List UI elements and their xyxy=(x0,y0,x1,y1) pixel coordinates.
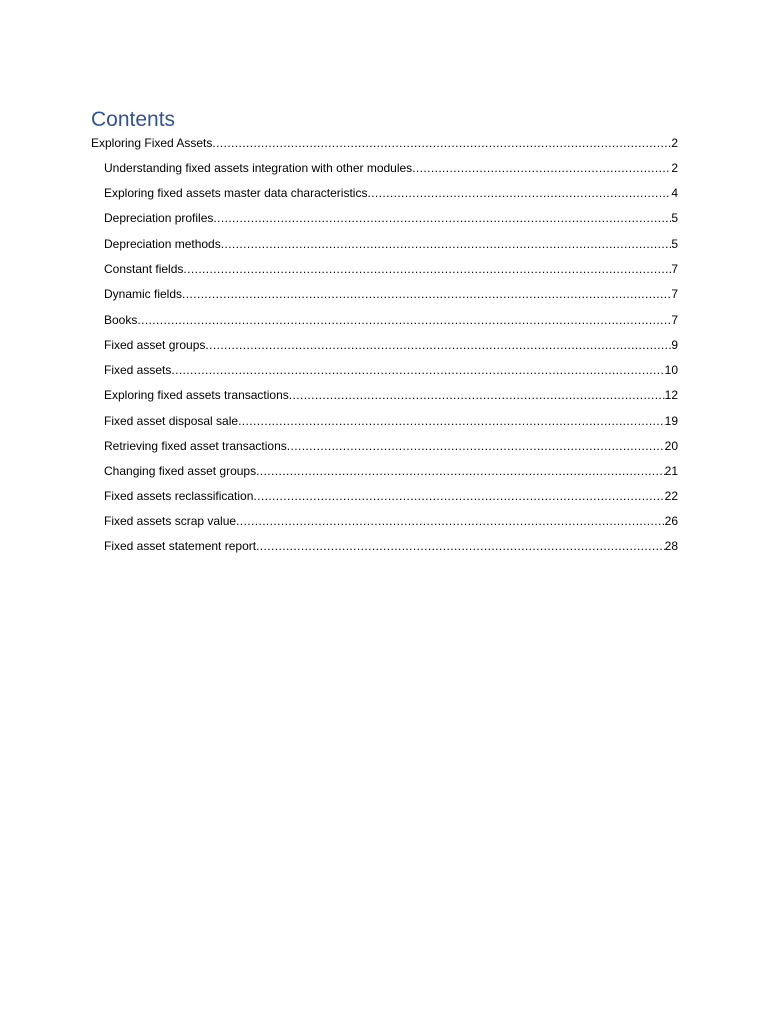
toc-dot-leader xyxy=(289,384,665,406)
toc-entry[interactable] xyxy=(104,157,678,179)
toc-entry-title: Understanding fixed assets integration with other modules xyxy=(104,161,413,175)
toc-dot-leader xyxy=(221,233,672,255)
toc-heading: Contents xyxy=(91,108,176,131)
toc-page-number: 28 xyxy=(664,539,678,553)
toc-dot-leader xyxy=(256,460,665,482)
toc-entry-title: Fixed assets xyxy=(104,363,172,377)
toc-entry-title: Fixed asset statement report xyxy=(104,539,257,553)
toc-entry[interactable] xyxy=(104,283,678,305)
toc-page-number: 19 xyxy=(664,414,678,428)
toc-entry-title: Dynamic fields xyxy=(104,287,183,301)
toc-page-number: 7 xyxy=(671,262,678,276)
toc-entry[interactable] xyxy=(104,384,678,406)
toc-entry-title: Exploring fixed assets master data characteristics xyxy=(104,186,368,200)
toc-entry[interactable] xyxy=(104,435,678,457)
toc-dot-leader xyxy=(171,359,664,381)
toc-page-number: 2 xyxy=(671,136,678,150)
toc-dot-leader xyxy=(256,535,665,557)
toc-entry[interactable] xyxy=(104,258,678,280)
toc-entry-title: Exploring fixed assets transactions xyxy=(104,388,289,402)
toc-page-number: 26 xyxy=(664,514,678,528)
toc-dot-leader xyxy=(238,410,665,432)
toc-entry[interactable] xyxy=(104,410,678,432)
toc-entry-title: Exploring Fixed Assets xyxy=(91,136,213,150)
toc-page-number: 4 xyxy=(671,186,678,200)
toc-page-number: 20 xyxy=(664,439,678,453)
toc-entry[interactable] xyxy=(104,460,678,482)
toc-entry[interactable] xyxy=(104,182,678,204)
toc-page-number: 21 xyxy=(664,464,678,478)
toc-entry[interactable] xyxy=(104,334,678,356)
toc-dot-leader xyxy=(213,207,671,229)
toc-dot-leader xyxy=(212,132,671,154)
toc-page-number: 12 xyxy=(664,388,678,402)
toc-page-number: 2 xyxy=(671,161,678,175)
toc-entry-title: Changing fixed asset groups xyxy=(104,464,257,478)
toc-entry-title: Constant fields xyxy=(104,262,184,276)
toc-entry[interactable] xyxy=(104,359,678,381)
toc-entry-title: Fixed asset groups xyxy=(104,338,206,352)
toc-dot-leader xyxy=(183,258,671,280)
toc-entry-title: Retrieving fixed asset transactions xyxy=(104,439,287,453)
toc-dot-leader xyxy=(253,485,664,507)
toc-entry-title: Fixed assets reclassification xyxy=(104,489,254,503)
toc-entry-title: Depreciation profiles xyxy=(104,211,214,225)
toc-dot-leader xyxy=(236,510,665,532)
toc-entry[interactable] xyxy=(104,485,678,507)
toc-entry-title: Books xyxy=(104,313,138,327)
toc-entry[interactable] xyxy=(104,207,678,229)
toc-entry-title: Depreciation methods xyxy=(104,237,221,251)
toc-dot-leader xyxy=(137,309,671,331)
toc-entry[interactable] xyxy=(104,309,678,331)
toc-entry[interactable] xyxy=(104,233,678,255)
toc-dot-leader xyxy=(182,283,671,305)
toc-page-number: 5 xyxy=(671,211,678,225)
toc-entry[interactable] xyxy=(104,535,678,557)
toc-entry[interactable] xyxy=(104,510,678,532)
toc-page-number: 10 xyxy=(664,363,678,377)
toc-page-number: 22 xyxy=(664,489,678,503)
toc-dot-leader xyxy=(412,157,671,179)
toc-dot-leader xyxy=(287,435,665,457)
toc-entry-title: Fixed assets scrap value xyxy=(104,514,237,528)
toc-entry-title: Fixed asset disposal sale xyxy=(104,414,239,428)
toc-dot-leader xyxy=(205,334,671,356)
toc-page-number: 7 xyxy=(671,287,678,301)
toc-page-number: 9 xyxy=(671,338,678,352)
toc-dot-leader xyxy=(367,182,671,204)
toc-page-number: 5 xyxy=(671,237,678,251)
toc-page-number: 7 xyxy=(671,313,678,327)
toc-entry[interactable] xyxy=(91,132,678,154)
